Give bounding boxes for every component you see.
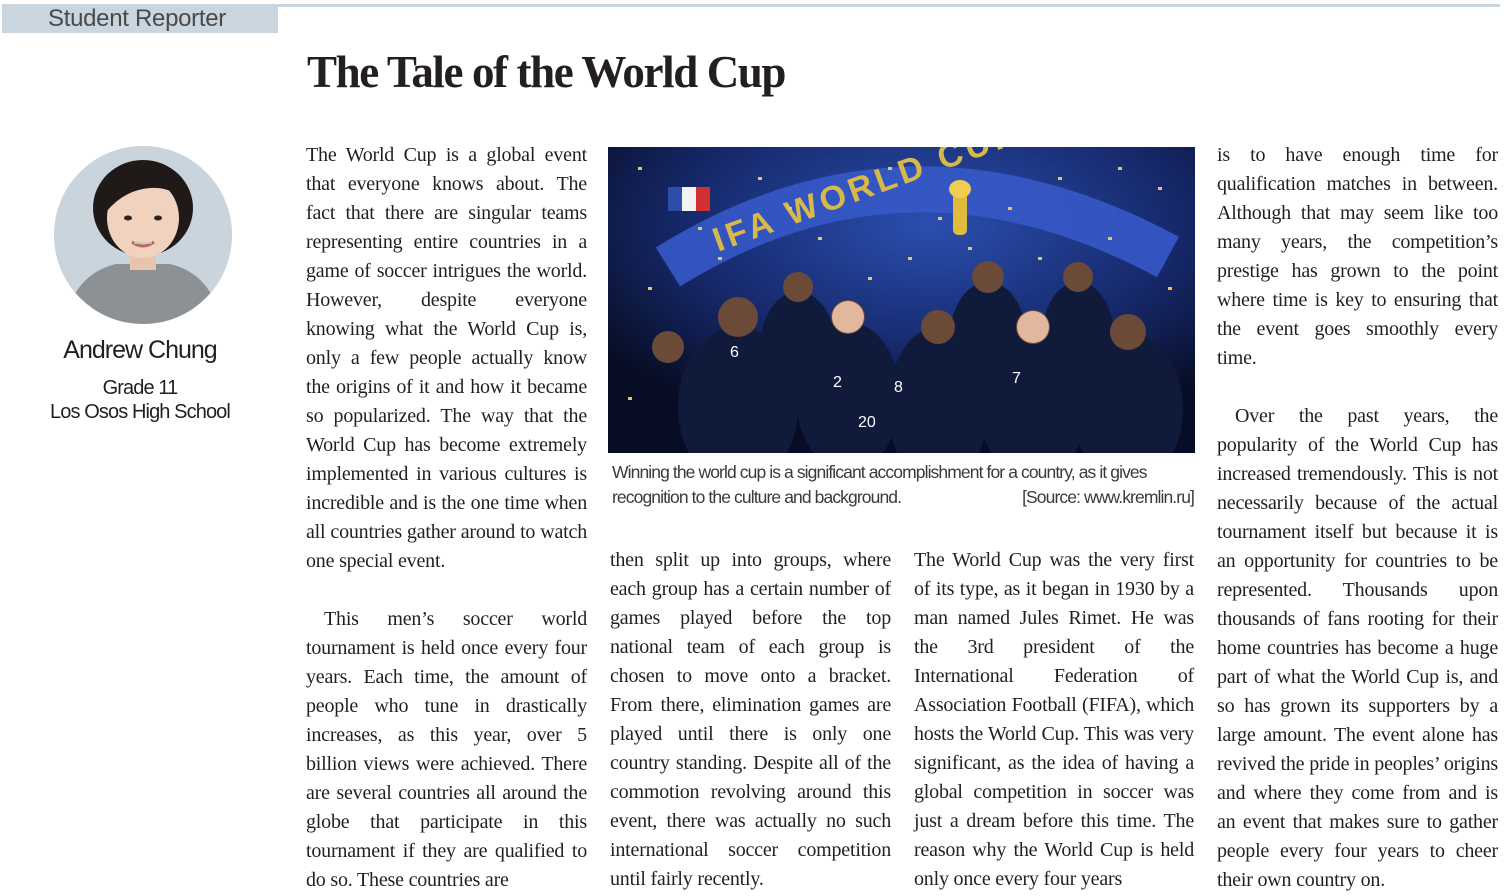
svg-text:2: 2 xyxy=(833,374,842,391)
article-paragraph: is to have enough time for qualification matches in between. Although that may seem like too many years, the competition’s prestige has grown to the point where time is key to ensuring that the event goes smoothly every time. xyxy=(1217,144,1498,369)
article-paragraph: This men’s soccer world tournament is held once every four years. Each time, the amount of people who tune in drastically increases, as this year, over 5 billion views were achieved. There are several countries all around the globe that participate in this tournament if they are qualified to do so. These countries are xyxy=(306,608,587,891)
article-paragraph: The World Cup is a global event that everyone knows about. The fact that there are singular teams representing entire countries in a game of soccer intrigues the world. However, despite everyone knowing what the World Cup is, only a few people actually know the origins of it and how it became so popularized. The way that the World Cup has become extremely implemented in various cultures is incredible and is the one time when all countries gather around to watch one special event. xyxy=(306,144,587,572)
article-column-3 xyxy=(914,546,1194,894)
section-label: Student Reporter xyxy=(2,4,278,33)
article-paragraph: then split up into groups, where each group has a certain number of games played before the top national team of each group is chosen to move onto a bracket. From there, elimination games are played until there is only one country standing. Despite all of the commotion revolving around this event, there was actually no such international soccer competition until fairly recently. xyxy=(610,549,891,890)
headline: The Tale of the World Cup xyxy=(307,47,786,97)
author-photo xyxy=(54,146,232,324)
article-paragraph: Over the past years, the popularity of the World Cup has increased tremendously. This is not necessarily because of the actual tournament itself but because it is an opportunity for countries to be represented. Thousands upon thousands of fans rooting for their home countries has become a huge part of what the World Cup is, and so has grown its supporters by a large amount. The event alone has revived the pride in peoples’ origins and where they come from and is an event that makes sure to gather people every four years to cheer their own country on. xyxy=(1217,405,1498,891)
svg-text:6: 6 xyxy=(730,344,739,361)
svg-text:20: 20 xyxy=(858,414,876,431)
photo-caption xyxy=(612,460,1194,510)
article-column-1 xyxy=(306,141,587,895)
article-column-2 xyxy=(610,546,891,894)
author-grade: Grade 11 xyxy=(102,377,178,399)
photo-source: [Source: www.kremlin.ru] xyxy=(1022,487,1194,507)
article-column-4 xyxy=(1217,141,1498,895)
article-paragraph: The World Cup was the very first of its type, as it began in 1930 by a man named Jules Rimet. He was the 3rd president of the International Federation of Association Football (FIFA), which hosts the World Cup. This was very significant, as the idea of having a global competition in soccer was just a dream before this time. The reason why the World Cup is held only once every four years xyxy=(914,549,1194,890)
caption-line: Winning the world cup is a significant accomplishment for a country, as it gives xyxy=(612,462,1147,482)
author-name: Andrew Chung xyxy=(63,336,217,364)
celebration-photo xyxy=(608,147,1195,453)
caption-line: recognition to the culture and background. xyxy=(612,487,902,507)
author-school: Los Osos High School xyxy=(50,401,230,423)
svg-text:7: 7 xyxy=(1012,370,1021,387)
header-rule xyxy=(278,4,1500,7)
svg-text:8: 8 xyxy=(894,379,903,396)
